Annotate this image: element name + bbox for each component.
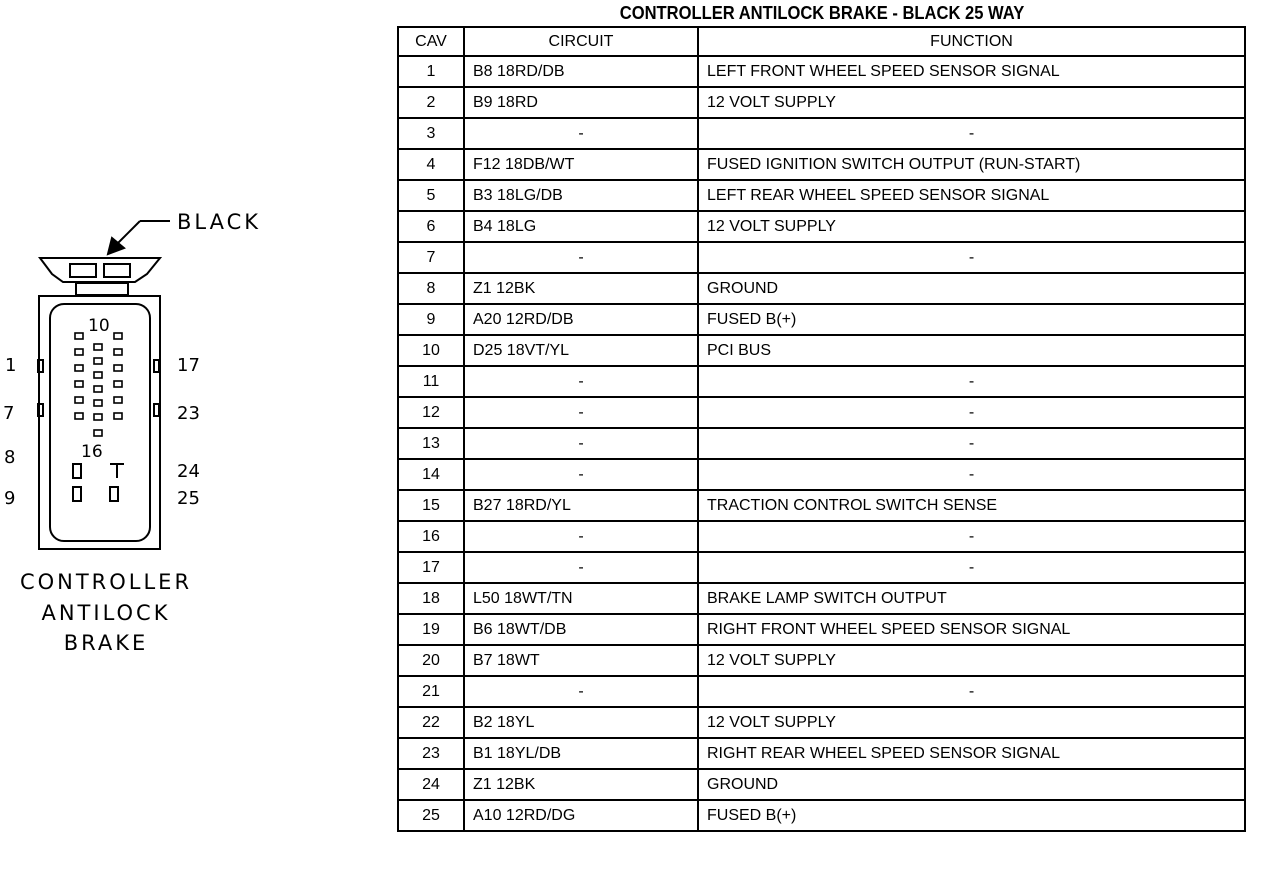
table-row — [398, 738, 1245, 769]
cell-function: - — [698, 521, 1245, 552]
cell-function: FUSED IGNITION SWITCH OUTPUT (RUN-START) — [698, 149, 1245, 180]
cell-circuit: B4 18LG — [464, 211, 698, 242]
table-header-row — [398, 27, 1245, 56]
cell-circuit: - — [464, 397, 698, 428]
table-row — [398, 304, 1245, 335]
cavity — [94, 400, 102, 406]
cell-circuit: B8 18RD/DB — [464, 56, 698, 87]
cell-cav: 21 — [398, 676, 464, 707]
cell-circuit: - — [464, 459, 698, 490]
cavity — [114, 413, 122, 419]
cell-function: PCI BUS — [698, 335, 1245, 366]
cell-cav: 25 — [398, 800, 464, 831]
pin-label: 25 — [177, 488, 200, 509]
connector-diagram — [0, 0, 380, 888]
pinout-table — [397, 26, 1246, 832]
cell-cav: 22 — [398, 707, 464, 738]
cell-circuit: B27 18RD/YL — [464, 490, 698, 521]
pin-label: 7 — [3, 403, 15, 424]
cavity — [94, 386, 102, 392]
cell-circuit: - — [464, 552, 698, 583]
cavity — [114, 365, 122, 371]
cell-circuit: - — [464, 428, 698, 459]
pin-label: 24 — [177, 461, 200, 482]
cell-function: TRACTION CONTROL SWITCH SENSE — [698, 490, 1245, 521]
table-row — [398, 366, 1245, 397]
table-row — [398, 242, 1245, 273]
cell-function: - — [698, 397, 1245, 428]
cell-function: - — [698, 676, 1245, 707]
cell-cav: 3 — [398, 118, 464, 149]
cell-cav: 16 — [398, 521, 464, 552]
cell-function: - — [698, 118, 1245, 149]
cell-function: BRAKE LAMP SWITCH OUTPUT — [698, 583, 1245, 614]
table-row — [398, 397, 1245, 428]
table-row — [398, 273, 1245, 304]
cavity — [75, 381, 83, 387]
color-label-leader — [108, 221, 170, 254]
cell-circuit: A20 12RD/DB — [464, 304, 698, 335]
pin-label: 23 — [177, 403, 200, 424]
table-title: CONTROLLER ANTILOCK BRAKE - BLACK 25 WAY — [619, 3, 1025, 23]
cavity — [75, 397, 83, 403]
cell-cav: 18 — [398, 583, 464, 614]
cell-function: FUSED B(+) — [698, 304, 1245, 335]
cell-function: - — [698, 552, 1245, 583]
cell-function: RIGHT FRONT WHEEL SPEED SENSOR SIGNAL — [698, 614, 1245, 645]
power-terminals — [73, 464, 124, 501]
connector-cavities — [75, 333, 122, 436]
cell-circuit: B2 18YL — [464, 707, 698, 738]
cell-cav: 9 — [398, 304, 464, 335]
connector-drawing — [0, 0, 380, 888]
table-row — [398, 800, 1245, 831]
cell-cav: 14 — [398, 459, 464, 490]
pin-label: 1 — [5, 355, 17, 376]
pin-label: 8 — [4, 447, 16, 468]
cell-cav: 2 — [398, 87, 464, 118]
table-row — [398, 56, 1245, 87]
cell-circuit: D25 18VT/YL — [464, 335, 698, 366]
connector-name-line: CONTROLLER — [19, 570, 193, 594]
cell-function: RIGHT REAR WHEEL SPEED SENSOR SIGNAL — [698, 738, 1245, 769]
cell-circuit: Z1 12BK — [464, 273, 698, 304]
cell-cav: 1 — [398, 56, 464, 87]
cavity — [94, 430, 102, 436]
cell-function: LEFT REAR WHEEL SPEED SENSOR SIGNAL — [698, 180, 1245, 211]
cell-cav: 17 — [398, 552, 464, 583]
cell-function: - — [698, 242, 1245, 273]
cavity — [94, 372, 102, 378]
cell-cav: 23 — [398, 738, 464, 769]
header-cav: CAV — [398, 27, 464, 56]
cell-cav: 5 — [398, 180, 464, 211]
cell-function: GROUND — [698, 769, 1245, 800]
cell-function: FUSED B(+) — [698, 800, 1245, 831]
cell-circuit: B1 18YL/DB — [464, 738, 698, 769]
cavity — [94, 344, 102, 350]
cell-cav: 13 — [398, 428, 464, 459]
cell-function: 12 VOLT SUPPLY — [698, 707, 1245, 738]
table-row — [398, 552, 1245, 583]
header-circuit: CIRCUIT — [464, 27, 698, 56]
cavity — [114, 381, 122, 387]
table-row — [398, 676, 1245, 707]
cell-function: - — [698, 459, 1245, 490]
table-row — [398, 118, 1245, 149]
cavity — [75, 365, 83, 371]
cell-function: - — [698, 366, 1245, 397]
cell-circuit: - — [464, 521, 698, 552]
cell-circuit: B6 18WT/DB — [464, 614, 698, 645]
cavity — [75, 333, 83, 339]
cell-circuit: - — [464, 676, 698, 707]
cell-cav: 7 — [398, 242, 464, 273]
cell-circuit: Z1 12BK — [464, 769, 698, 800]
table-row — [398, 149, 1245, 180]
cell-circuit: B3 18LG/DB — [464, 180, 698, 211]
cell-cav: 6 — [398, 211, 464, 242]
cell-cav: 15 — [398, 490, 464, 521]
cell-circuit: - — [464, 242, 698, 273]
cell-circuit: - — [464, 366, 698, 397]
connector-color-label: BLACK — [177, 210, 262, 234]
cell-circuit: - — [464, 118, 698, 149]
table-row — [398, 490, 1245, 521]
table-row — [398, 645, 1245, 676]
table-row — [398, 87, 1245, 118]
table-row — [398, 180, 1245, 211]
table-row — [398, 769, 1245, 800]
cell-cav: 24 — [398, 769, 464, 800]
cavity — [114, 397, 122, 403]
table-row — [398, 707, 1245, 738]
cavity — [114, 333, 122, 339]
table-row — [398, 335, 1245, 366]
pin-label: 16 — [81, 442, 103, 462]
cell-function: 12 VOLT SUPPLY — [698, 645, 1245, 676]
table-row — [398, 614, 1245, 645]
pin-label: 17 — [177, 355, 200, 376]
cavity — [75, 349, 83, 355]
cell-cav: 20 — [398, 645, 464, 676]
pin-label: 10 — [88, 316, 110, 336]
cell-circuit: L50 18WT/TN — [464, 583, 698, 614]
cavity — [94, 414, 102, 420]
cell-function: - — [698, 428, 1245, 459]
cell-cav: 10 — [398, 335, 464, 366]
table-row — [398, 583, 1245, 614]
cell-function: GROUND — [698, 273, 1245, 304]
cell-circuit: F12 18DB/WT — [464, 149, 698, 180]
cell-function: LEFT FRONT WHEEL SPEED SENSOR SIGNAL — [698, 56, 1245, 87]
cell-cav: 11 — [398, 366, 464, 397]
cavity — [114, 349, 122, 355]
cell-cav: 19 — [398, 614, 464, 645]
cavity — [75, 413, 83, 419]
cell-function: 12 VOLT SUPPLY — [698, 87, 1245, 118]
cell-function: 12 VOLT SUPPLY — [698, 211, 1245, 242]
cell-circuit: B9 18RD — [464, 87, 698, 118]
cell-cav: 12 — [398, 397, 464, 428]
cell-circuit: B7 18WT — [464, 645, 698, 676]
table-row — [398, 428, 1245, 459]
table-row — [398, 459, 1245, 490]
header-function: FUNCTION — [698, 27, 1245, 56]
cavity — [94, 358, 102, 364]
connector-name-line: ANTILOCK — [41, 601, 171, 625]
cell-circuit: A10 12RD/DG — [464, 800, 698, 831]
table-row — [398, 211, 1245, 242]
pin-label: 9 — [4, 488, 16, 509]
table-row — [398, 521, 1245, 552]
connector-latch — [40, 258, 160, 295]
connector-name-line: BRAKE — [63, 631, 149, 655]
cell-cav: 4 — [398, 149, 464, 180]
cell-cav: 8 — [398, 273, 464, 304]
